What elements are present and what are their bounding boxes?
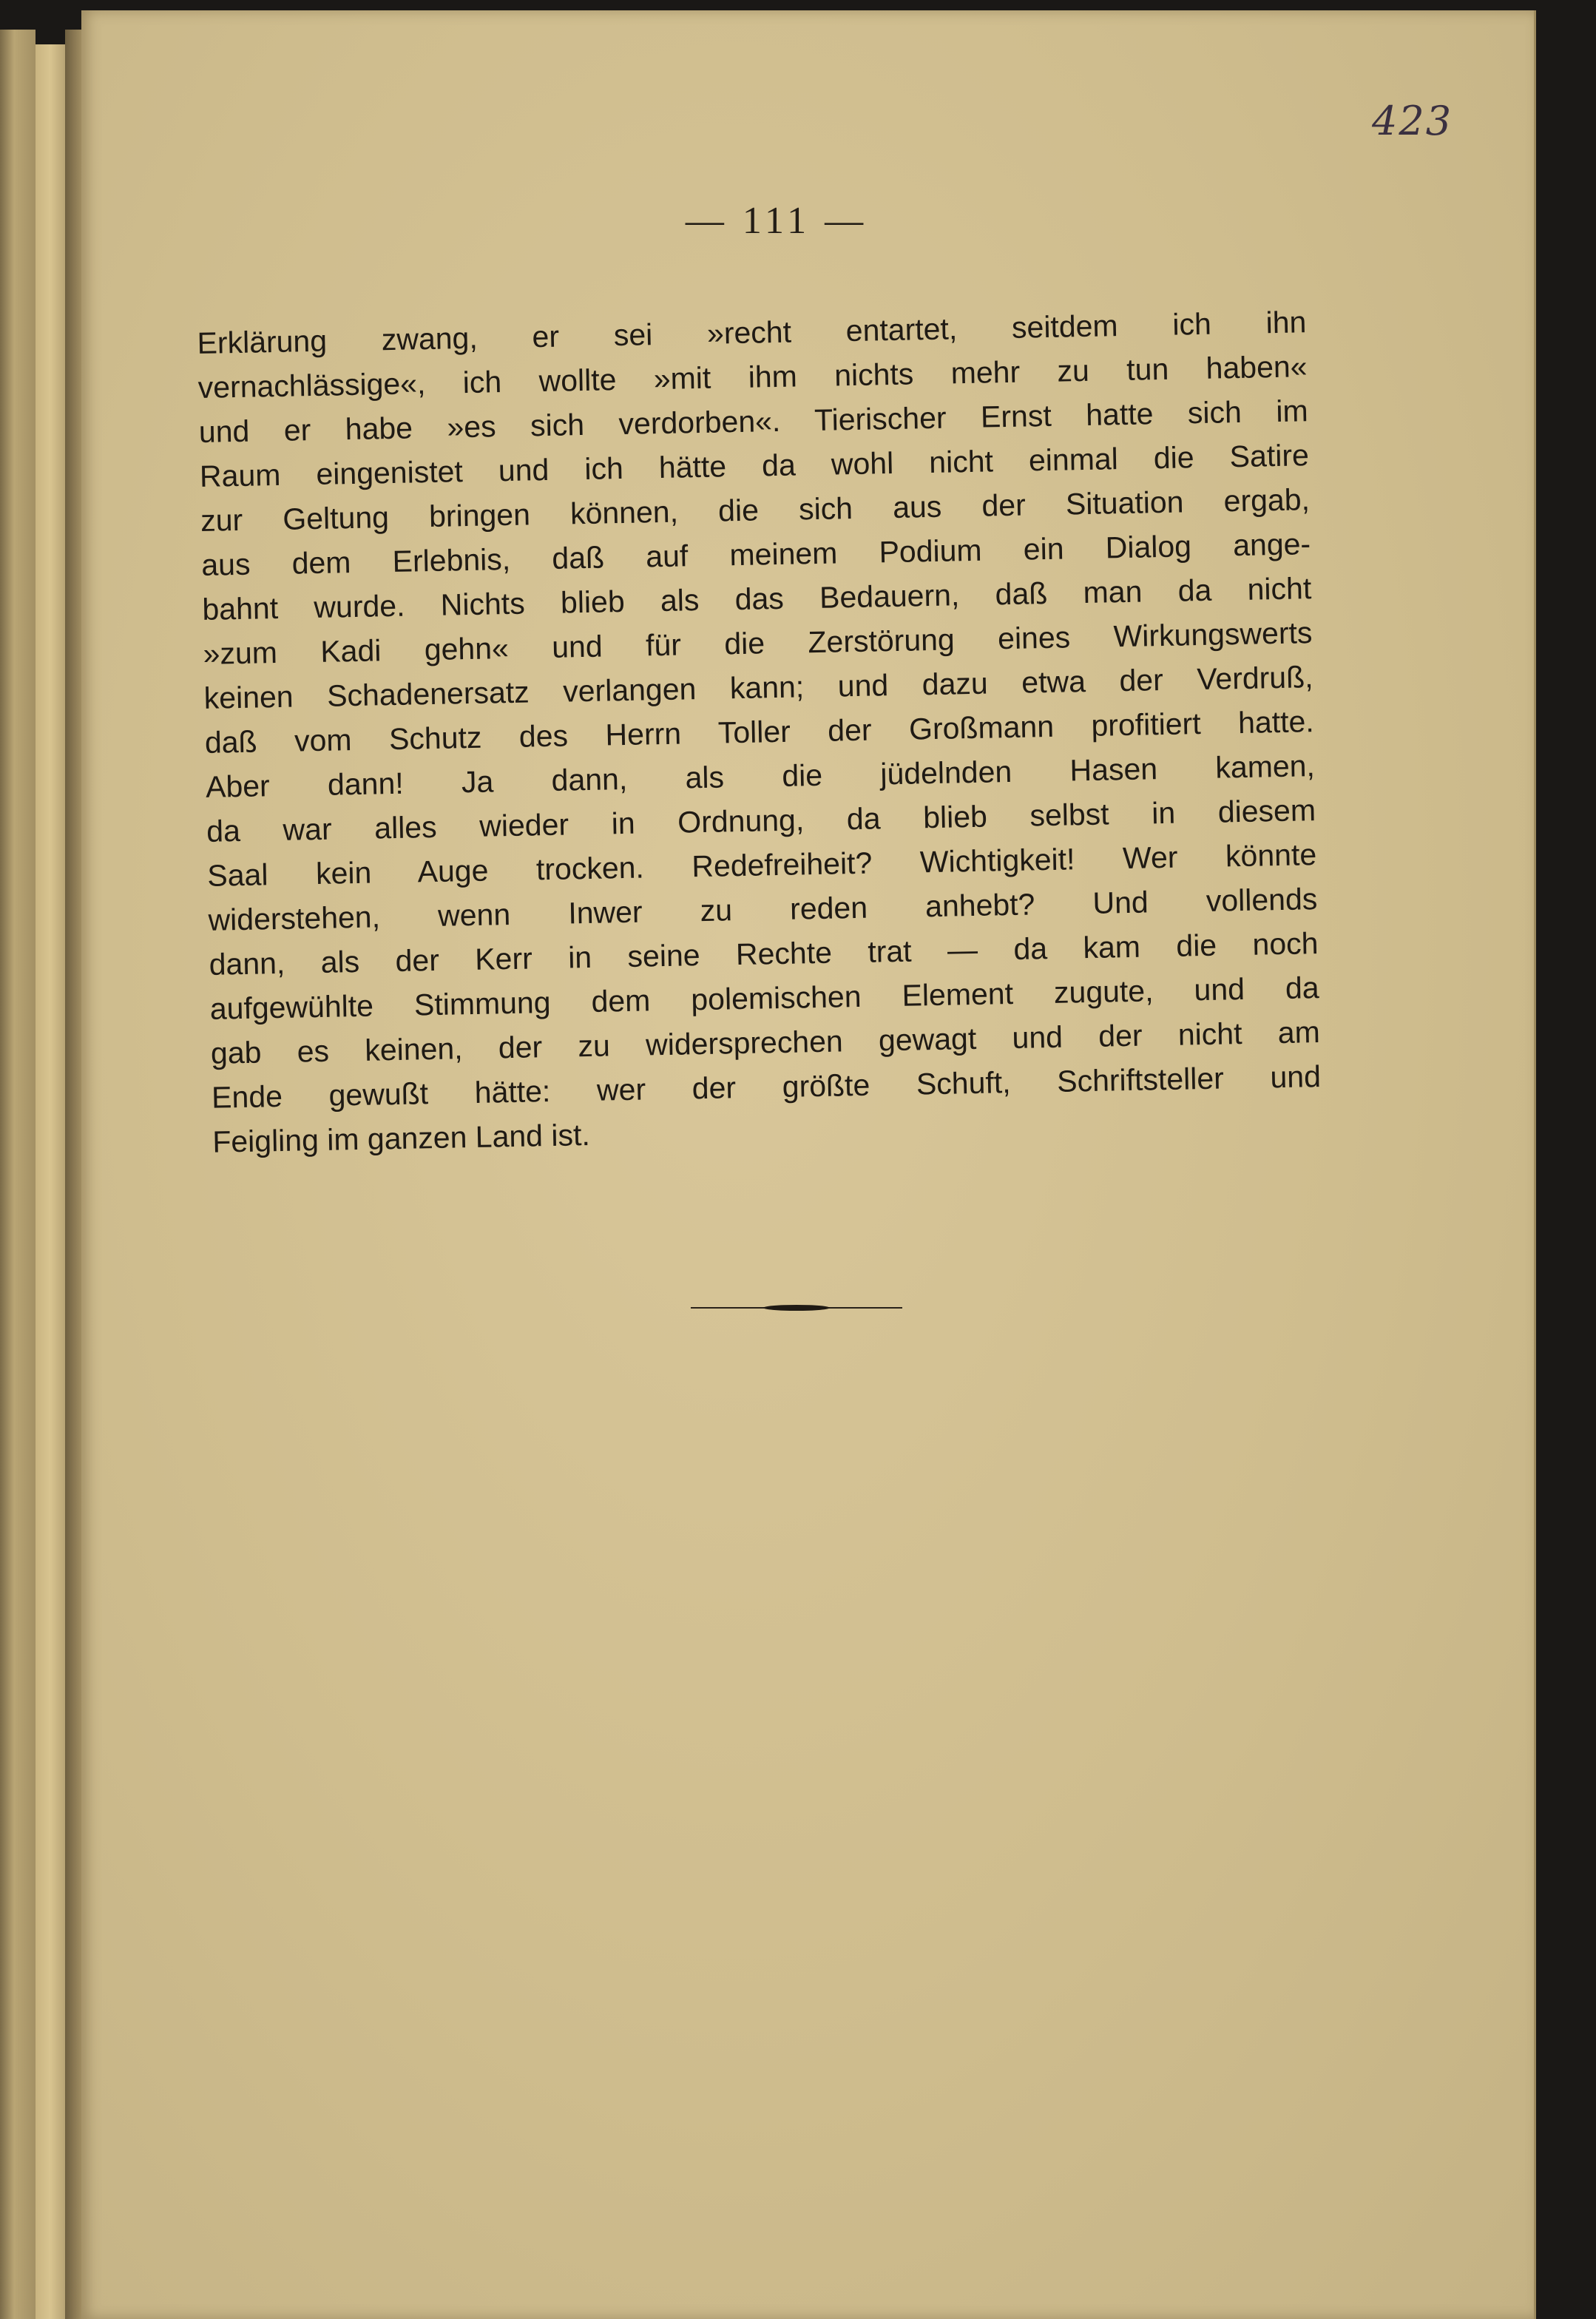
text-line: »zum Kadi gehn« und für die Zerstörung eines Wirkungswerts (203, 615, 1313, 671)
facing-page-edge (35, 44, 67, 2319)
body-text (197, 300, 1322, 1164)
text-line: Raum eingenistet und ich hätte da wohl nicht einmal die Satire (199, 438, 1310, 493)
text-line: und er habe »es sich verdorben«. Tierischer Ernst hatte sich im (198, 394, 1309, 449)
text-line: da war alles wieder in Ordnung, da blieb selbst in diesem (206, 793, 1316, 848)
text-line: Saal kein Auge trocken. Redefreiheit? Wichtigkeit! Wer könnte (206, 837, 1317, 893)
text-line: aufgewühlte Stimmung dem polemischen Element zugute, und da (209, 971, 1320, 1026)
text-line: bahnt wurde. Nichts blieb als das Bedauern, daß man da nicht (202, 571, 1312, 627)
section-end-ornament (691, 1305, 902, 1311)
text-line: keinen Schadenersatz verlangen kann; und dazu etwa der Verdruß, (203, 660, 1313, 715)
page-sheet (81, 10, 1536, 2319)
text-line: aus dem Erlebnis, daß auf meinem Podium ein Dialog ange- (200, 527, 1311, 582)
book-spine-edge (0, 30, 35, 2319)
text-line: Ende gewußt hätte: wer der größte Schuft, Schriftsteller und (211, 1059, 1322, 1115)
handwritten-folio-number: 423 (1372, 98, 1453, 144)
text-line: Erklärung zwang, er sei »recht entartet, seitdem ich ihn (197, 305, 1307, 360)
text-line: vernachlässige«, ich wollte »mit ihm nichts mehr zu tun haben« (197, 349, 1308, 405)
text-line: Feigling im ganzen Land ist. (212, 1117, 591, 1159)
text-line: gab es keinen, der zu widersprechen gewagt und der nicht am (210, 1015, 1321, 1070)
ornament-swell (763, 1305, 830, 1311)
text-line: widerstehen, wenn Inwer zu reden anhebt? Und vollends (208, 882, 1318, 937)
text-line: Aber dann! Ja dann, als die jüdelnden Hasen kamen, (205, 749, 1316, 804)
text-line: dann, als der Kerr in seine Rechte trat — da kam die noch (209, 926, 1319, 982)
text-line: zur Geltung bringen können, die sich aus der Situation ergab, (200, 482, 1311, 538)
text-line: daß vom Schutz des Herrn Toller der Großmann profitiert hatte. (204, 704, 1315, 760)
printed-page-number: — 111 — (685, 200, 868, 242)
